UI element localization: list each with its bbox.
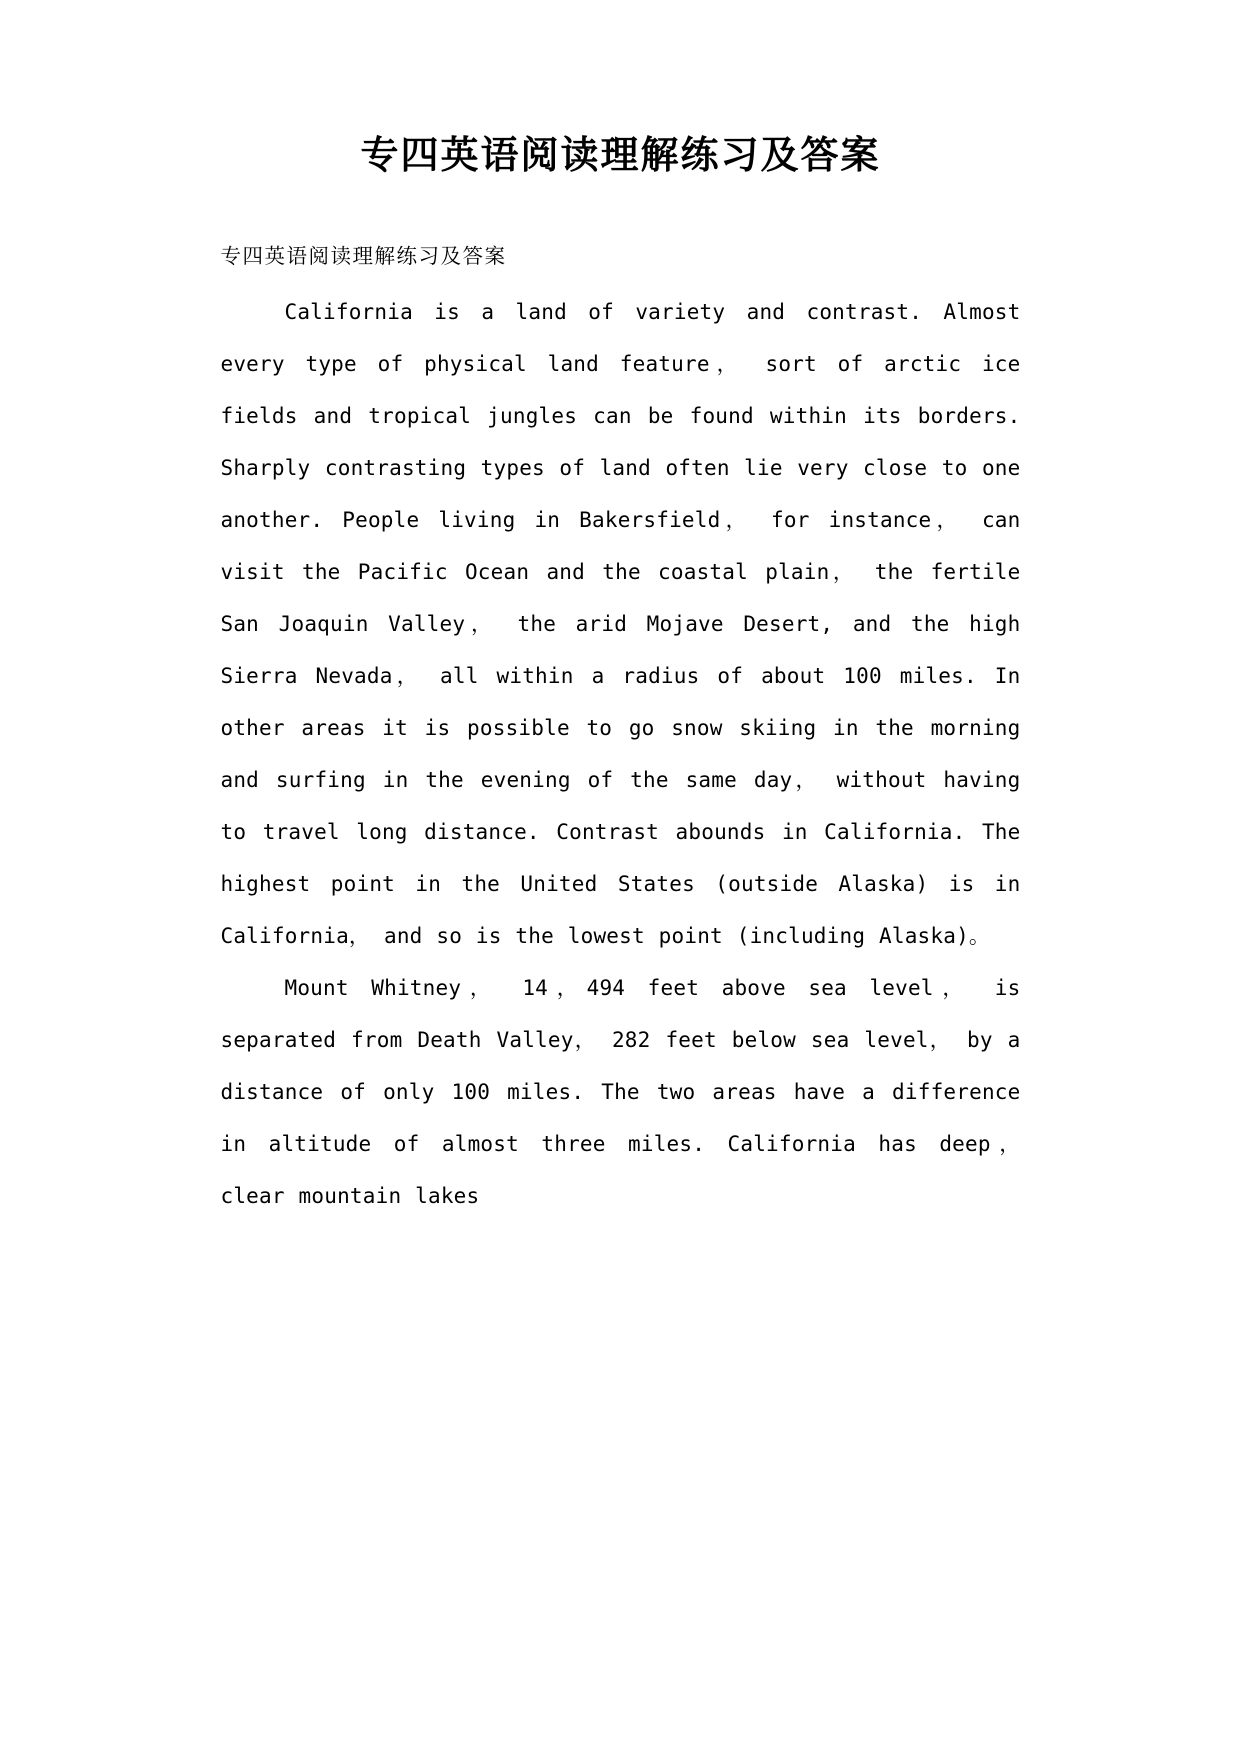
document-subtitle: 专四英语阅读理解练习及答案 [220,243,507,268]
paragraph-1: California is a land of variety and contrast. Almost every type of physical land feature， sort of arctic ice fields and tropical jungles can be found within its borders. Sharply contrasting types of land often lie very close to one another. People living in Bakersfield， for instance， can visit the Pacific Ocean and the coastal plain， the fertile San Joaquin Valley， the arid Mojave Desert, and the high Sierra Nevada， all within a radius of about 100 miles. In other areas it is possible to go snow skiing in the morning and surfing in the evening of the same day， without having to travel long distance. Contrast abounds in California. The highest point in the United States (outside Alaska) is in California， and so is the lowest point (including Alaska)。 [220,300,1021,949]
page-title: 专四英语阅读理解练习及答案 [360,132,881,177]
paragraph-2: Mount Whitney， 14，494 feet above sea level， is separated from Death Valley， 282 feet below sea level， by a distance of only 100 miles. The two areas have a difference in altitude of almost three miles. California has deep， clear mountain lakes [220,976,1021,1209]
document-body [221,178,1021,1223]
